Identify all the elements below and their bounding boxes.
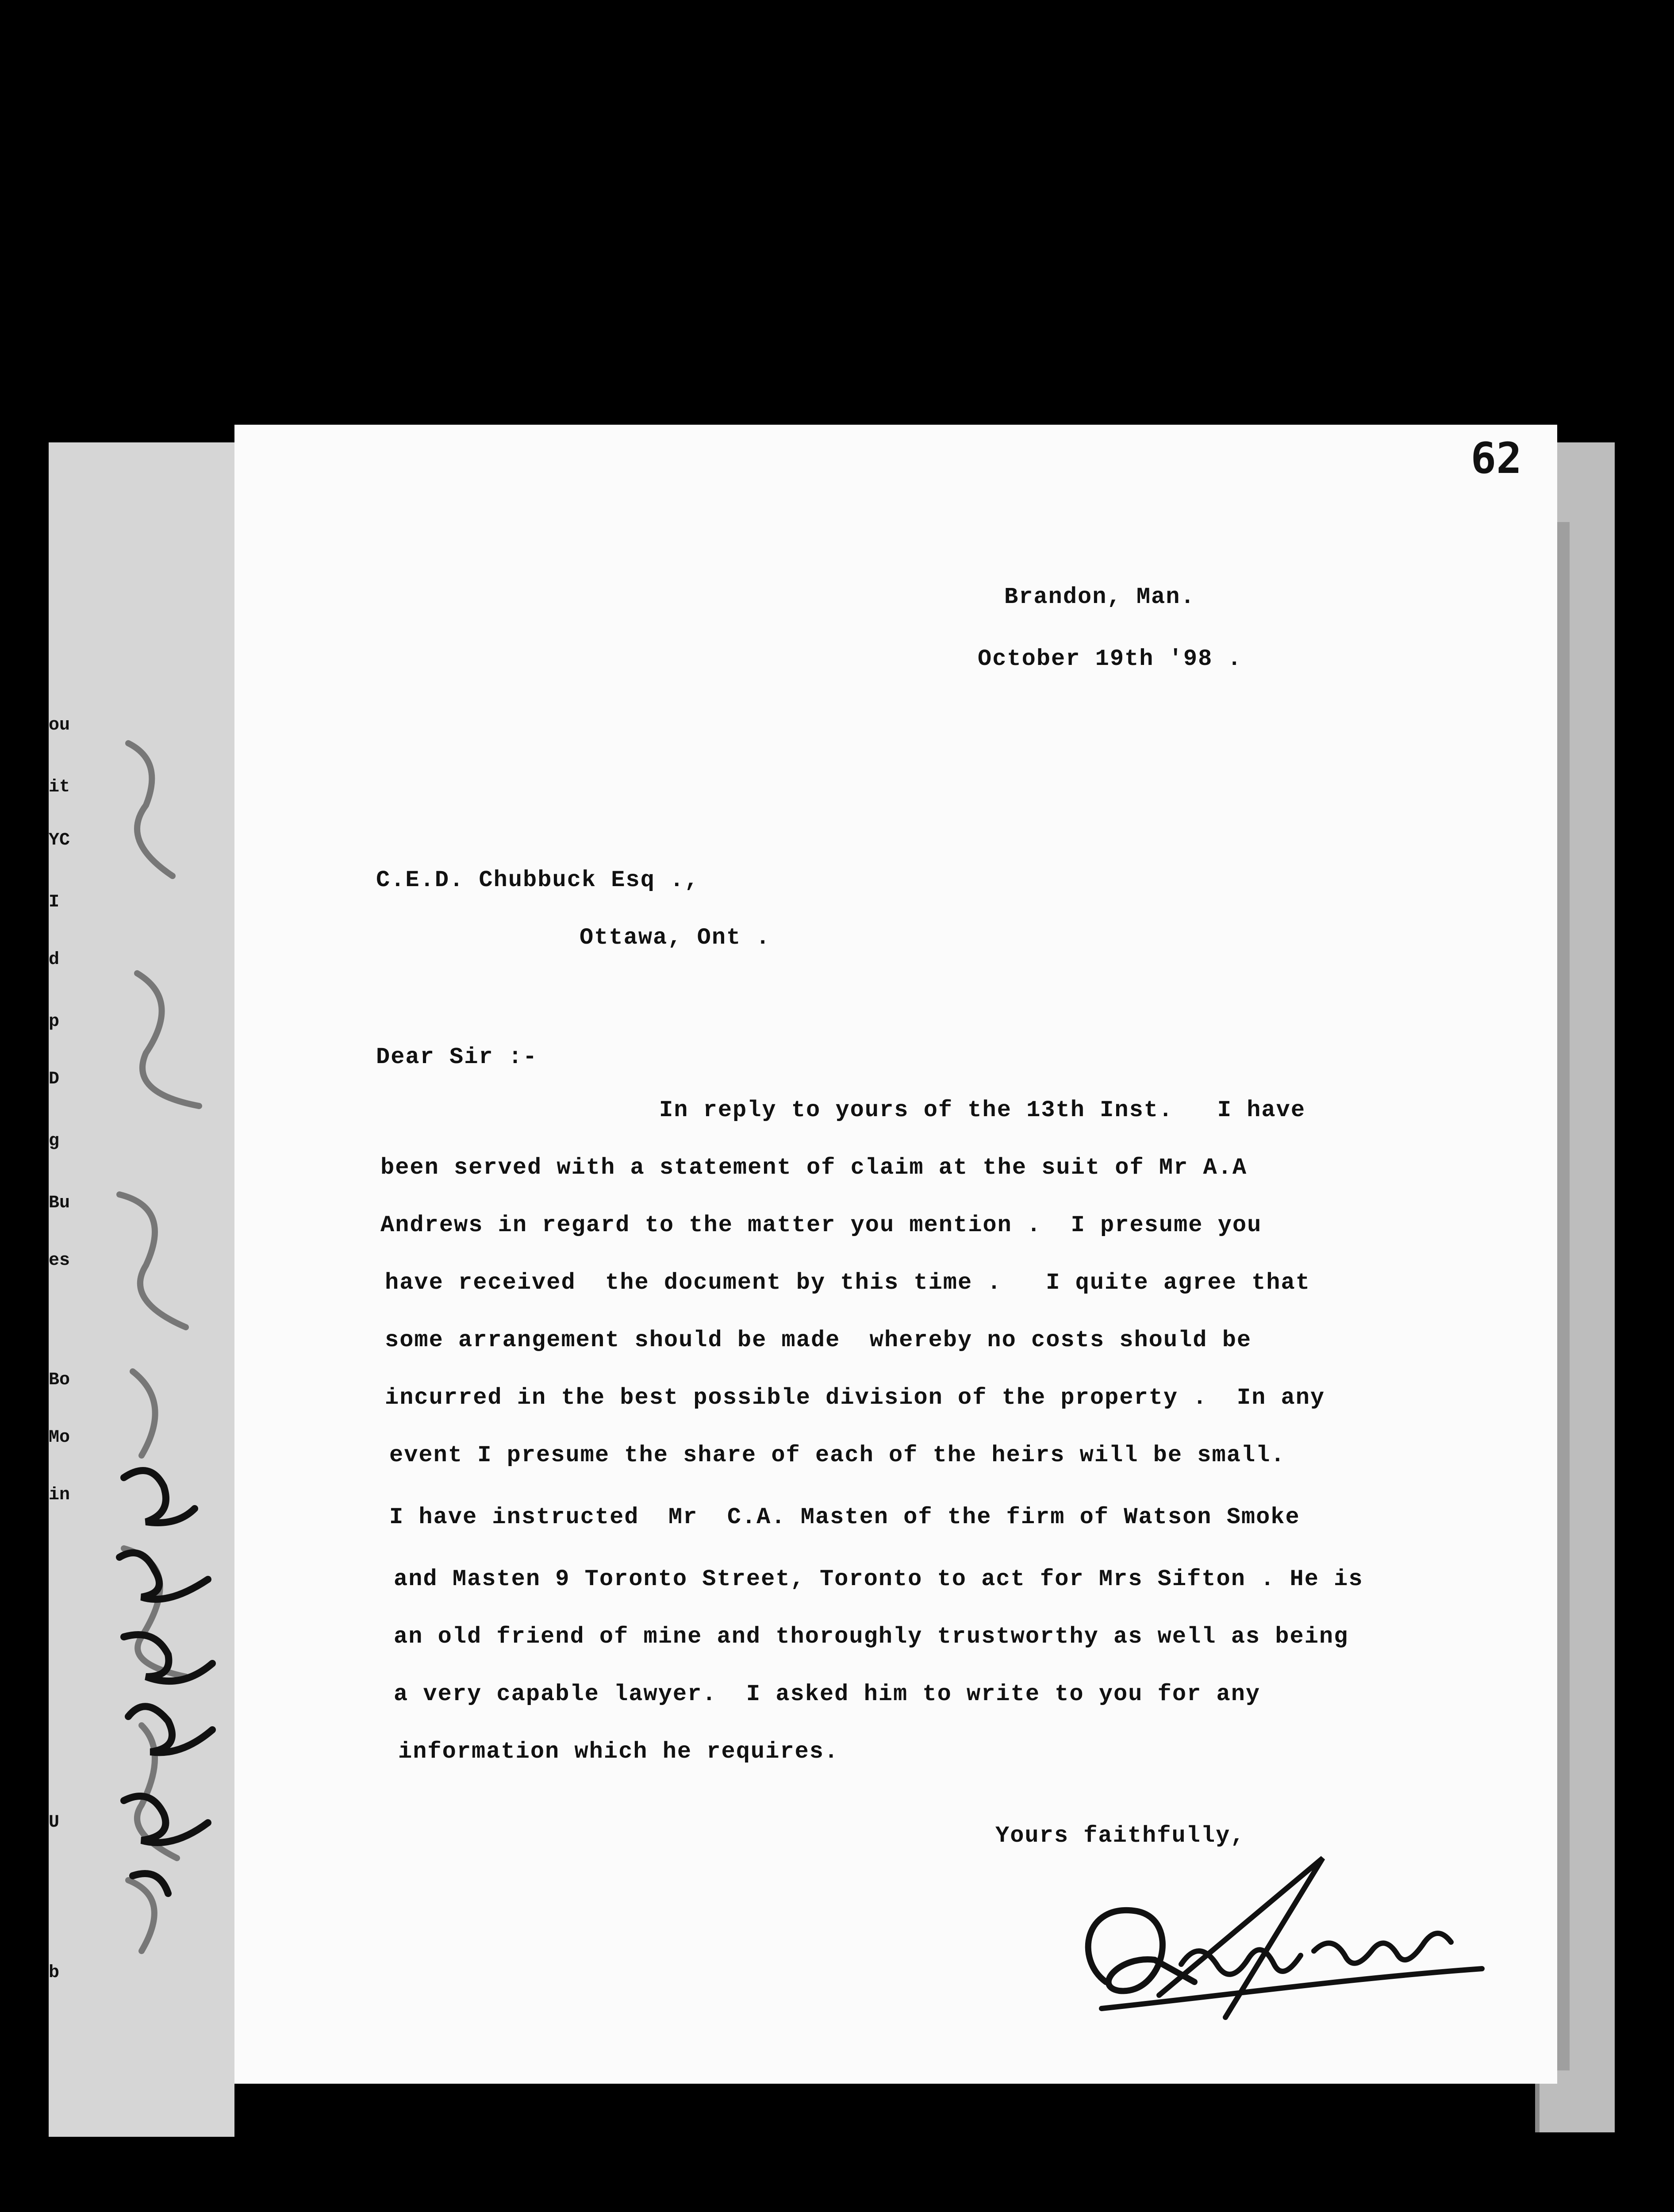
- adjacent-page-fragment: [49, 442, 234, 2137]
- letter-place: Brandon, Man.: [1004, 584, 1195, 610]
- page-number: 62: [1471, 434, 1522, 483]
- body-line: some arrangement should be made whereby no costs should be: [385, 1327, 1252, 1353]
- fragment-text: it: [49, 777, 70, 797]
- fragment-text: Mo: [49, 1428, 70, 1448]
- letter-page: [234, 425, 1557, 2084]
- fragment-text: ou: [49, 715, 70, 735]
- body-line: event I presume the share of each of the heirs will be small.: [389, 1442, 1286, 1468]
- body-line: In reply to yours of the 13th Inst. I have: [659, 1097, 1306, 1123]
- fragment-text: D: [49, 1069, 60, 1089]
- fragment-text: p: [49, 1012, 60, 1032]
- fragment-text: es: [49, 1251, 70, 1271]
- body-line: and Masten 9 Toronto Street, Toronto to act for Mrs Sifton . He is: [394, 1566, 1363, 1592]
- letter-date: October 19th '98 .: [978, 646, 1242, 672]
- salutation: Dear Sir :-: [376, 1044, 538, 1070]
- fragment-text: YC: [49, 830, 70, 850]
- fragment-text: b: [49, 1963, 60, 1983]
- handwritten-signature: [1048, 1849, 1491, 2035]
- body-line: incurred in the best possible division of the property . In any: [385, 1385, 1325, 1411]
- body-line: Andrews in regard to the matter you mention . I presume you: [380, 1212, 1262, 1238]
- addressee-name: C.E.D. Chubbuck Esq .,: [376, 867, 699, 893]
- body-line: an old friend of mine and thoroughly trustworthy as well as being: [394, 1624, 1349, 1650]
- body-line: I have instructed Mr C.A. Masten of the firm of Watson Smoke: [389, 1504, 1300, 1530]
- body-line: a very capable lawyer. I asked him to write to you for any: [394, 1681, 1261, 1707]
- addressee-location: Ottawa, Ont .: [580, 925, 771, 951]
- fragment-text: I: [49, 892, 60, 912]
- fragment-text: Bu: [49, 1193, 70, 1213]
- fragment-text: Bo: [49, 1370, 70, 1390]
- body-line: have received the document by this time . I quite agree that: [385, 1270, 1310, 1296]
- closing: Yours faithfully,: [995, 1823, 1245, 1849]
- fragment-text: d: [49, 950, 60, 970]
- fragment-text: g: [49, 1131, 60, 1151]
- handwriting-margin-note: [115, 1451, 234, 1916]
- fragment-text: in: [49, 1485, 70, 1505]
- body-line: information which he requires.: [398, 1739, 839, 1765]
- fragment-text: U: [49, 1813, 60, 1832]
- body-line: been served with a statement of claim at the suit of Mr A.A: [380, 1155, 1248, 1181]
